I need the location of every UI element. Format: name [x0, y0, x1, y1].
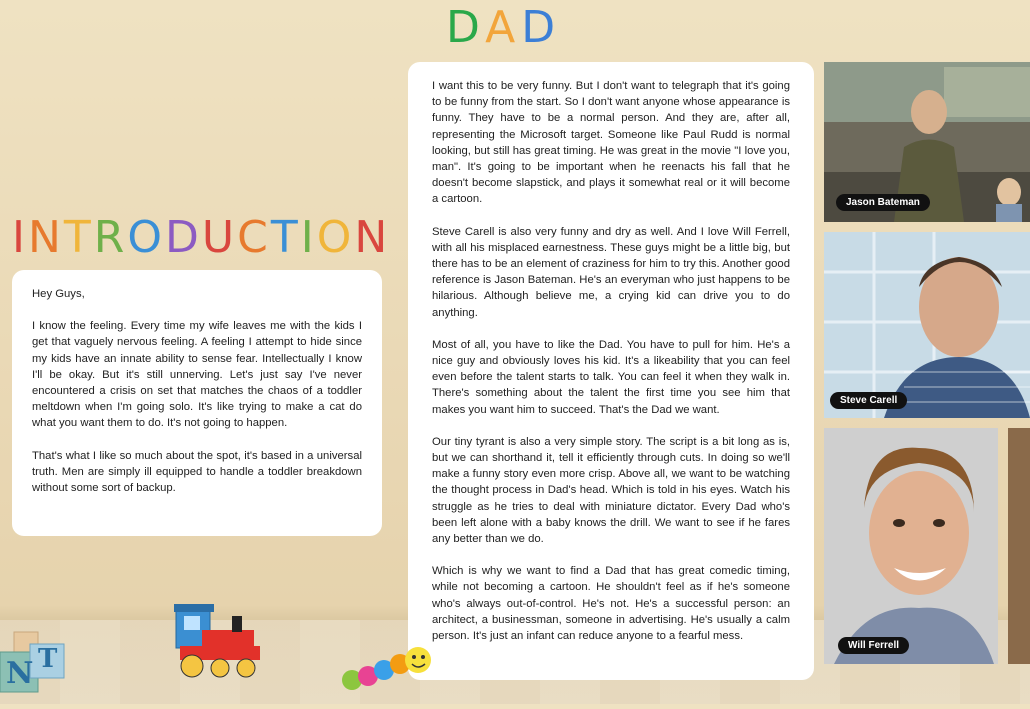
heading-letter: O	[127, 212, 166, 263]
photo-caption: Jason Bateman	[836, 194, 930, 211]
heading-letter: C	[237, 212, 271, 263]
toy-caterpillar	[340, 640, 436, 696]
intro-paragraph: That's what I like so much about the spot, it's based in a universal truth. Men are simply ill equipped to handle a toddler breakdown without some sort of backup.	[32, 449, 362, 495]
caterpillar-icon	[340, 640, 436, 696]
heading-letter: I	[12, 212, 28, 263]
block-letter-t: T	[38, 644, 58, 674]
heading-letter: I	[300, 212, 317, 263]
intro-paragraph: I know the feeling. Every time my wife leaves me with the kids I get that vaguely nervous feeling. A feeling I attempt to hide since my kids have an innate ability to sense fear. Intellectually I know I'll be okay. But it's still unnerving. Let's just say I've never encountered a crisis on set that matches the chaos of a toddler meltdown when I'm going solo. It's like trying to make a cat do what you want them to do. It's not going to happen.	[32, 320, 362, 430]
heading-letter: N	[354, 212, 391, 263]
block-letter-n: N	[6, 656, 34, 691]
intro-paragraph: Hey Guys,	[32, 288, 85, 300]
photo-caption: Will Ferrell	[838, 637, 909, 654]
main-paragraph: Which is why we want to find a Dad that has great comedic timing, while not becoming a cartoon. He shouldn't feel as if he's someone who's always out-of-control. He's not. He's a successful person: an architect, a businessman, someone in advertising. He's usually a calm person. It's just an infant can reduce anyone to a fearful mess.	[432, 565, 790, 643]
main-paragraph: Steve Carell is also very funny and dry as well. And I love Will Ferrell, with all his misplaced earnestness. These guys might be a little big, but there has to be an element of craziness for him to try this. Another good reference is Jason Bateman. He's an everyman who just happens to be hilarious. Although believe me, a crying kid can drive you to do anything.	[432, 225, 790, 319]
introduction-title	[12, 212, 390, 263]
photo-will-ferrell[interactable]	[824, 428, 998, 664]
heading-letter: U	[201, 212, 238, 263]
main-paragraph: I want this to be very funny. But I don't want to telegraph that it's going to be funny from the start. So I don't want anyone whose appearance is funny. They have to be a normal person. And they are, after all, representing the Microsoft target. Someone like Paul Rudd is normal looking, but still has great timing. He was great in the movie "I love you, man". It's going to be important when he reenacts his fall that he doesn't become slapstick, and plays it somewhat real or it will become a cartoon.	[432, 80, 790, 206]
toy-blocks	[0, 630, 66, 704]
heading-letter: T	[63, 212, 94, 263]
photo-steve-carell[interactable]	[824, 232, 1030, 418]
dad-title	[446, 2, 561, 53]
main-paragraph: Most of all, you have to like the Dad. You have to pull for him. He's a nice guy and obviously loves his kid. It's a likeability that you can feel even before the talent starts to talk. You can feel it when they walk in. There's something about the talent the first time you see him that makes you want him to succeed. That's the Dad we want.	[432, 338, 790, 416]
main-paragraph: Our tiny tyrant is also a very simple story. The script is a bit long as is, but we can shorthand it, tell it efficiently through cuts. In doing so we'll make a funny story even more crisp. Above all, we want to be watching the thought process in Dad's head. Which is told in his eyes. Watch his struggle as he tries to deal with miniature dictator. Every Dad who's been left alone with a baby knows the drill. We want to see if he fares any better than we do.	[432, 435, 790, 546]
heading-letter: O	[316, 212, 355, 263]
photo-partial	[1008, 428, 1030, 664]
heading-letter: D	[446, 2, 486, 53]
toy-train	[172, 600, 272, 682]
heading-letter: A	[485, 2, 522, 53]
photo-jason-bateman[interactable]	[824, 62, 1030, 222]
heading-letter: D	[165, 212, 202, 263]
photo-steve-carell-image	[824, 232, 1030, 418]
heading-letter: D	[521, 2, 562, 53]
photo-caption: Steve Carell	[830, 392, 907, 409]
heading-letter: T	[270, 212, 301, 263]
dad-description-card	[408, 62, 814, 680]
toy-train-icon	[172, 600, 272, 682]
introduction-card	[12, 270, 382, 536]
photo-will-ferrell-image	[824, 428, 998, 664]
heading-letter: R	[93, 212, 128, 263]
heading-letter: N	[27, 212, 64, 263]
